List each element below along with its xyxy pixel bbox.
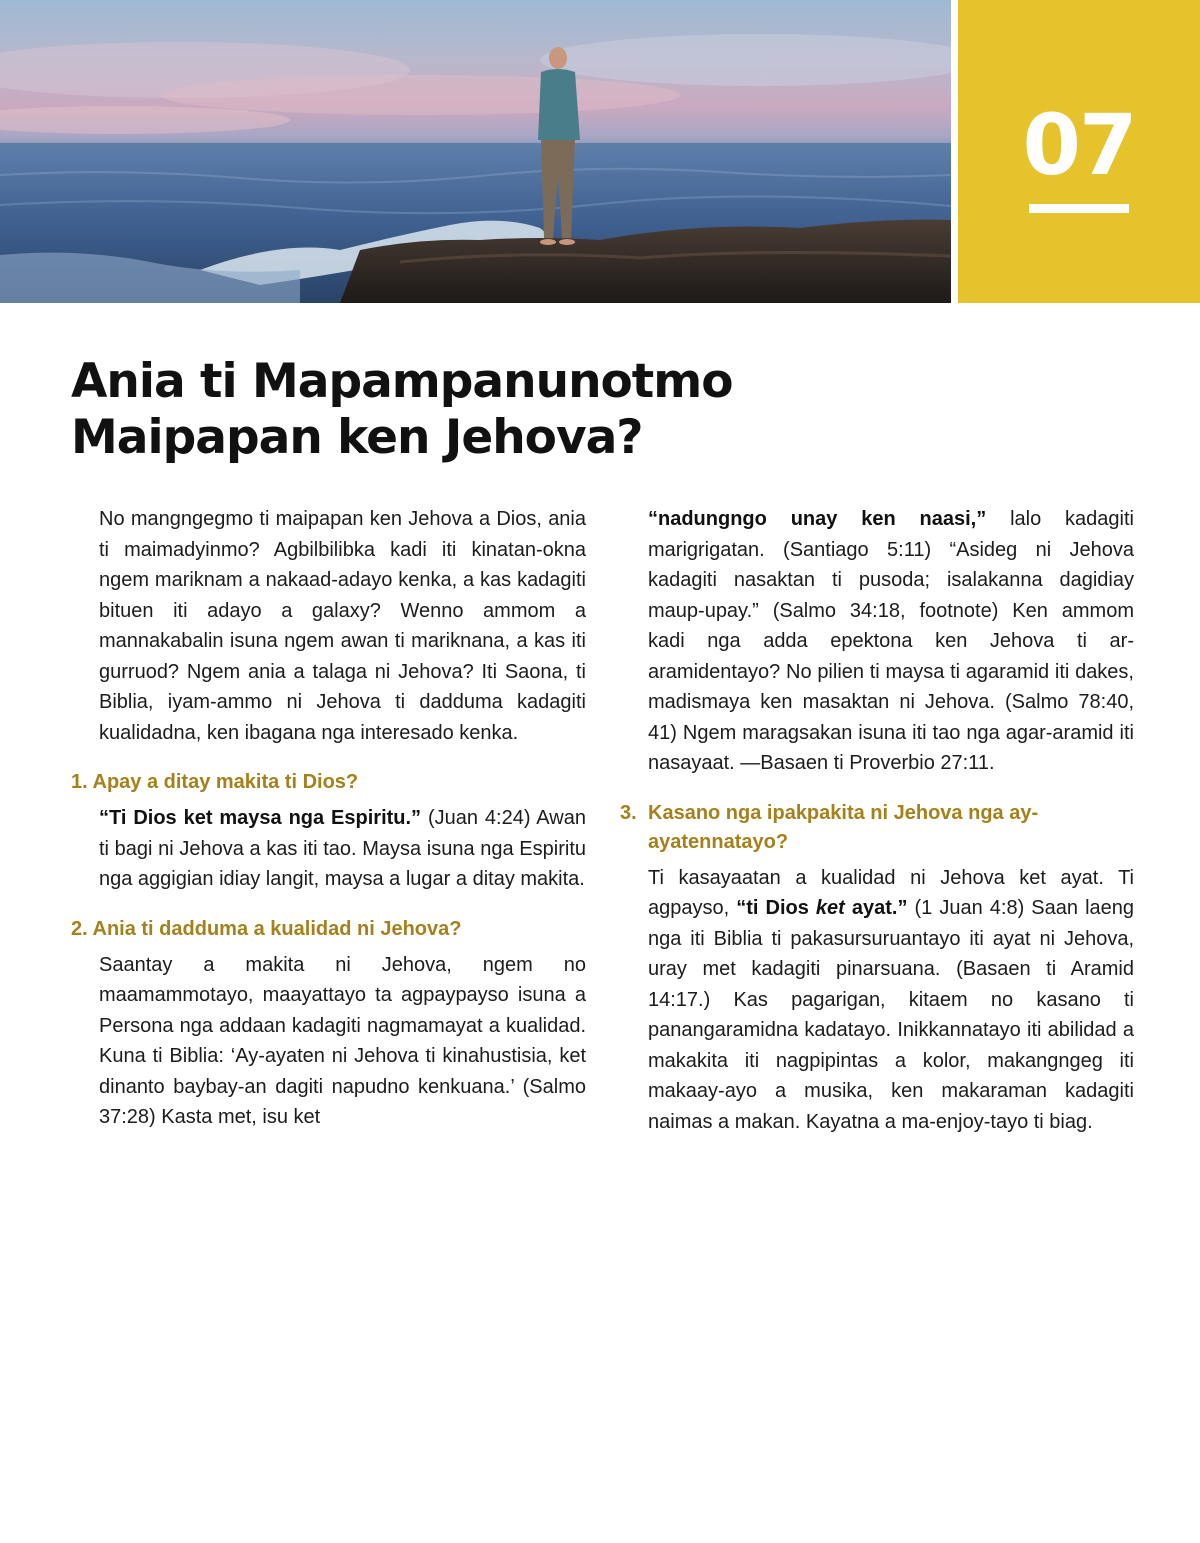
answer-3-text-b: (1 Juan 4:8) Saan laeng nga iti Biblia ti pakasursuruantayo iti ayat ni Jehova, uray met kadagiti pinarsuana. (Basaen ti Aramid 14:17.) Kas pagarigan, kitaem no kasano ti panangaramidna kadatayo. Inikkannatayo iti abilidad a makakita iti nagpipintas a kolor, makangngeg iti makaay-ayo a musika, ken makaraman kadagiti naimas a makan. Kayatna a ma-enjoy-tayo ti biag. <box>648 897 1135 1133</box>
answer-3-quote <box>736 897 907 919</box>
left-column <box>71 504 586 1133</box>
question-3-number: 3. <box>620 801 637 824</box>
lesson-number-underline <box>1029 204 1129 213</box>
answer-1 <box>99 803 586 895</box>
hero-photo <box>0 0 951 303</box>
page-title-line-2: Maipapan ken Jehova? <box>71 410 643 465</box>
question-3 <box>620 799 1134 857</box>
lesson-number: 07 <box>1022 96 1136 194</box>
answer-3-quote-a: “ti Dios <box>736 897 816 919</box>
answer-3 <box>620 863 1134 1138</box>
answer-2-part-b <box>620 504 1134 779</box>
answer-1-text: (Juan 4:24) Awan ti bagi ni Jehova a kas iti tao. Maysa isuna nga Espiritu nga aggigian idiay langit, maysa a lugar a ditay makita. <box>99 807 586 890</box>
page-title <box>71 354 871 466</box>
right-column <box>620 504 1134 1137</box>
answer-2-quote: “nadungngo unay ken naasi,” <box>648 508 987 530</box>
answer-3-text-a: Ti kasayaatan a kualidad ni Jehova ket ayat. Ti agpayso, <box>648 866 1134 919</box>
intro-paragraph: No mangngegmo ti maipapan ken Jehova a Dios, ania ti maimadyinmo? Agbilbilibka kadi iti kinatan-okna ngem mariknam a nakaad-adayo kenka, a kas kadagiti bituen iti adayo a galaxy? Wenno ammom a mannakabalin isuna ngem awan ti mariknana, a kas iti gurruod? Ngem ania a talaga ni Jehova? Iti Saona, ti Biblia, iyam-ammo ni Jehova ti dadduma kadagiti kualidadna, ken ibagana nga interesado kenka. <box>99 508 586 744</box>
answer-1-quote: “Ti Dios ket maysa nga Espiritu.” <box>99 807 422 829</box>
answer-2-part-a: Saantay a makita ni Jehova, ngem no maamammotayo, maayattayo ta agpaypayso isuna a Persona nga addaan kadagiti nagmamayat a kualidad. Kuna ti Biblia: ‘Ay-ayaten ni Jehova ti kinahustisia, ket dinanto baybay-an dagiti napudno kenkuana.’ (Salmo 37:28) Kasta met, isu ket <box>99 953 586 1128</box>
page-title-line-1: Ania ti Mapampanunotmo <box>71 354 733 409</box>
question-2: 2. Ania ti dadduma a kualidad ni Jehova? <box>71 917 462 940</box>
lesson-number-block <box>958 0 1200 303</box>
question-3-text: Kasano nga ipakpakita ni Jehova nga ay-ayatennatayo? <box>648 801 1039 853</box>
answer-2-text: lalo kadagiti marigrigatan. (Santiago 5:11) “Asideg ni Jehova kadagiti nasaktan ti pusoda; isalakanna dagidiay maup-upay.” (Salmo 34:18, footnote) Ken ammom kadi nga adda epektona ken Jehova ti ar-aramidentayo? No pilien ti maysa ti agaramid iti dakes, madismaya ken masaktan ni Jehova. (Salmo 78:40, 41) Ngem maragsakan isuna iti tao nga agar-aramid iti nasayaat. —Basaen ti Proverbio 27:11. <box>648 508 1134 774</box>
seascape-illustration <box>0 0 951 303</box>
answer-3-quote-emphasis: ket <box>815 897 845 919</box>
answer-3-quote-b: ayat.” <box>844 897 908 919</box>
question-1: 1. Apay a ditay makita ti Dios? <box>71 771 359 793</box>
